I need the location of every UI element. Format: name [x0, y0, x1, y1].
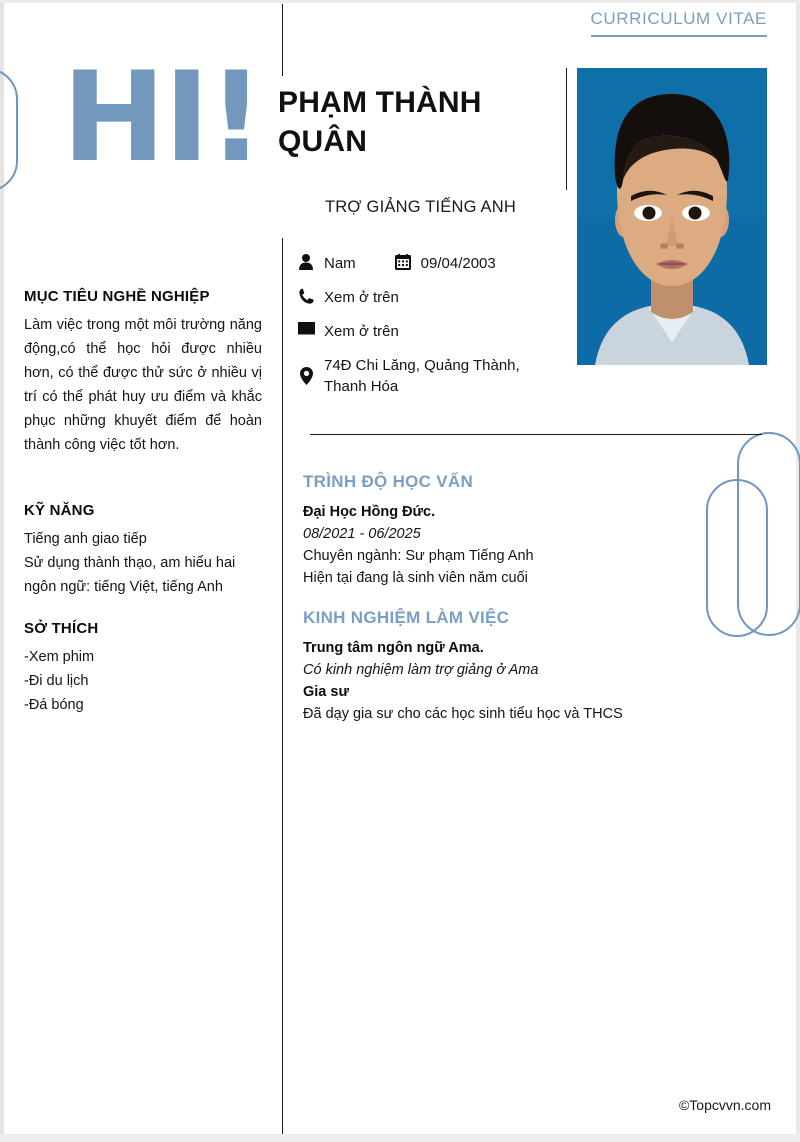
page-edge-top — [0, 0, 800, 3]
contact-address-line2: Thanh Hóa — [324, 378, 399, 395]
curriculum-vitae-label: CURRICULUM VITAE — [591, 9, 767, 37]
objective-body: Làm việc trong một môi trường năng động,có thể học hỏi được nhiều hơn, có thể được thử sức ở nhiều vị trí có thể phát huy ưu điểm và khắc phục những khuyết điểm để hoàn thành công việc tốt hơn. — [24, 317, 262, 453]
contact-phone-value: Xem ở trên — [324, 289, 399, 306]
divider-vertical-main — [282, 238, 283, 1134]
education-status: Hiện tại đang là sinh viên năm cuối — [303, 570, 528, 586]
decoration-pill-left — [0, 68, 18, 192]
contact-email-value: Xem ở trên — [324, 323, 399, 340]
section-heading-skills: KỸ NĂNG — [24, 502, 95, 519]
section-career-objective — [24, 288, 262, 457]
page-edge-bottom — [0, 1134, 800, 1142]
contact-row-email — [295, 321, 560, 342]
contact-row-phone — [295, 287, 560, 308]
education-major: Chuyên ngành: Sư phạm Tiếng Anh — [303, 548, 534, 564]
contact-row-gender-birthday — [295, 253, 560, 274]
experience-org: Trung tâm ngôn ngữ Ama. — [303, 640, 484, 656]
contact-block — [295, 253, 560, 397]
hobby-item: -Đá bóng — [24, 697, 84, 713]
experience-desc: Có kinh nghiệm làm trợ giảng ở Ama — [303, 662, 539, 678]
skill-item: Sử dụng thành thạo, am hiểu hai ngôn ngữ: tiếng Việt, tiếng Anh — [24, 555, 236, 595]
section-skills — [24, 502, 262, 599]
person-icon — [295, 253, 317, 270]
hobby-item: -Đi du lịch — [24, 673, 89, 689]
contact-address-line1: 74Đ Chi Lăng, Quảng Thành, — [324, 357, 520, 374]
section-heading-education: TRÌNH ĐỘ HỌC VẤN — [303, 472, 474, 491]
contact-address-value — [317, 355, 520, 397]
section-education — [303, 472, 773, 589]
contact-gender — [295, 253, 356, 274]
education-school: Đại Học Hồng Đức. — [303, 504, 436, 520]
avatar — [577, 68, 767, 365]
section-hobbies — [24, 620, 262, 717]
section-heading-experience: KINH NGHIỆM LÀM VIỆC — [303, 608, 510, 627]
experience-org: Gia sư — [303, 684, 349, 700]
education-period: 08/2021 - 06/2025 — [303, 526, 421, 542]
envelope-icon — [295, 321, 317, 335]
divider-vertical-top — [282, 4, 283, 76]
page-title: PHẠM THÀNH QUÂN — [278, 86, 482, 158]
location-pin-icon — [295, 355, 317, 385]
portrait-photo-illustration — [577, 68, 767, 365]
skill-item: Tiếng anh giao tiếp — [24, 531, 147, 547]
phone-icon — [295, 287, 317, 304]
hobby-item: -Xem phim — [24, 649, 95, 665]
section-experience — [303, 608, 773, 725]
divider-horizontal-main — [310, 434, 762, 435]
contact-birthday-value: 09/04/2003 — [420, 255, 496, 272]
section-heading-objective: MỤC TIÊU NGHỀ NGHIỆP — [24, 288, 210, 305]
contact-gender-value: Nam — [324, 255, 356, 272]
greeting-hi: HI! — [62, 46, 263, 190]
footer-copyright: ©Topcvvn.com — [678, 1097, 771, 1113]
contact-birthday — [392, 253, 496, 274]
experience-desc: Đã dạy gia sư cho các học sinh tiểu học và THCS — [303, 706, 623, 722]
job-title: TRỢ GIẢNG TIẾNG ANH — [325, 198, 516, 216]
calendar-icon — [392, 253, 414, 270]
section-heading-hobbies: SỞ THÍCH — [24, 620, 99, 637]
contact-row-address — [295, 355, 560, 397]
divider-vertical-photo — [566, 68, 567, 190]
